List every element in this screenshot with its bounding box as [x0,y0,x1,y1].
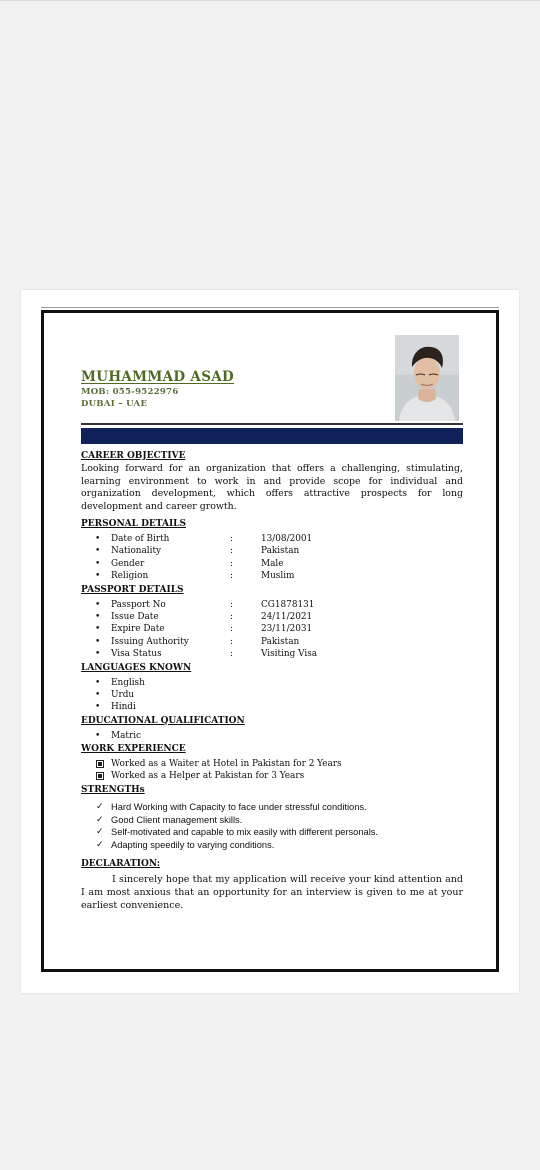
list-item [81,533,463,545]
list-item [81,814,463,827]
detail-label: Expire Date [111,624,165,635]
bullet-icon: • [95,534,101,544]
separator: : [230,624,233,635]
check-icon: ✓ [96,801,104,812]
separator: : [230,546,233,557]
language: Hindi [111,702,136,713]
work-experience-list [81,758,463,783]
list-item [81,770,463,782]
passport-details-heading: PASSPORT DETAILS [81,584,184,595]
list-item [81,648,463,660]
strength-item: Self-motivated and capable to mix easily with different personals. [111,827,378,838]
header-rule [81,423,463,425]
declaration-text: I sincerely hope that my application will receive your kind attention and I am most anxious that an opportunity for an interview is given to me at your earliest convenience. [81,874,463,911]
list-item [81,701,463,713]
bullet-icon: • [95,558,101,569]
list-item [81,558,463,570]
personal-details-list [81,533,463,583]
list-item [81,545,463,557]
person-photo-icon [395,335,459,421]
bullet-icon: • [95,611,101,622]
detail-label: Issuing Authority [111,636,189,647]
list-item [81,826,463,839]
candidate-name: MUHAMMAD ASAD [81,369,235,385]
education-heading: EDUCATIONAL QUALIFICATION [81,715,245,726]
bullet-icon: • [95,546,101,557]
list-item [81,623,463,635]
work-experience-heading: WORK EXPERIENCE [81,744,186,755]
detail-value: 23/11/2031 [261,624,313,635]
mobile-number: MOB: 055-9522976 [81,387,179,397]
separator: : [230,534,233,544]
strengths-heading: STRENGTHs [81,784,145,795]
bullet-icon: • [95,624,101,635]
language: Urdu [111,689,135,700]
qualification: Matric [111,730,141,741]
detail-value: Pakistan [261,636,300,647]
education-list [81,730,463,742]
personal-details-heading: PERSONAL DETAILS [81,519,187,529]
strength-item: Good Client management skills. [111,814,243,825]
separator: : [230,649,233,660]
separator: : [230,636,233,647]
bullet-icon: • [95,702,101,713]
separator: : [230,611,233,622]
bullet-icon: • [95,599,101,610]
list-item [81,599,463,611]
bullet-icon: • [95,689,101,700]
detail-value: Male [261,558,284,569]
detail-label: Issue Date [111,611,159,622]
list-item [81,839,463,852]
resume-body [81,450,463,912]
detail-value: 24/11/2021 [261,611,313,622]
strengths-list [81,801,463,852]
checkbox-bullet-icon [96,760,104,768]
checkbox-bullet-icon [96,772,104,780]
bullet-icon: • [95,571,101,582]
bullet-icon: • [95,730,101,741]
strength-item: Adapting speedily to varying conditions. [111,840,275,851]
profile-photo [395,335,459,421]
list-item [81,677,463,689]
header-color-bar [81,428,463,444]
check-icon: ✓ [96,827,104,838]
separator: : [230,558,233,569]
career-objective-heading: CAREER OBJECTIVE [81,451,186,461]
list-item [81,730,463,742]
detail-label: Date of Birth [111,534,170,544]
status-divider [0,0,540,1]
detail-value: Visiting Visa [261,649,318,660]
languages-list [81,677,463,714]
bullet-icon: • [95,677,101,688]
detail-label: Religion [111,571,149,582]
work-item: Worked as a Waiter at Hotel in Pakistan for 2 Years [111,759,342,770]
detail-value: Muslim [261,571,295,582]
bullet-icon: • [95,649,101,660]
detail-value: CG1878131 [261,599,315,610]
list-item [81,611,463,623]
list-item [81,636,463,648]
list-item [81,758,463,770]
detail-label: Nationality [111,546,162,557]
detail-label: Visa Status [111,649,162,660]
career-objective-text: Looking forward for an organization that offers a challenging, stimulating, learning environment to work in and provide scope for individual and organization development, which offers attractive prospects for long development and career growth. [81,463,463,512]
separator: : [230,599,233,610]
resume-page [21,290,519,993]
bullet-icon: • [95,636,101,647]
detail-label: Passport No [111,599,166,610]
list-item [81,801,463,814]
work-item: Worked as a Helper at Pakistan for 3 Years [111,771,305,782]
location: DUBAI – UAE [81,399,148,409]
language: English [111,677,145,688]
passport-details-list [81,599,463,661]
detail-label: Gender [111,558,145,569]
page-border [41,310,499,972]
strength-item: Hard Working with Capacity to face under stressful conditions. [111,801,367,812]
list-item [81,570,463,582]
detail-value: 13/08/2001 [261,534,313,544]
separator: : [230,571,233,582]
list-item [81,689,463,701]
check-icon: ✓ [96,814,104,825]
declaration-heading: DECLARATION: [81,859,161,870]
detail-value: Pakistan [261,546,300,557]
languages-heading: LANGUAGES KNOWN [81,662,192,673]
check-icon: ✓ [96,840,104,851]
